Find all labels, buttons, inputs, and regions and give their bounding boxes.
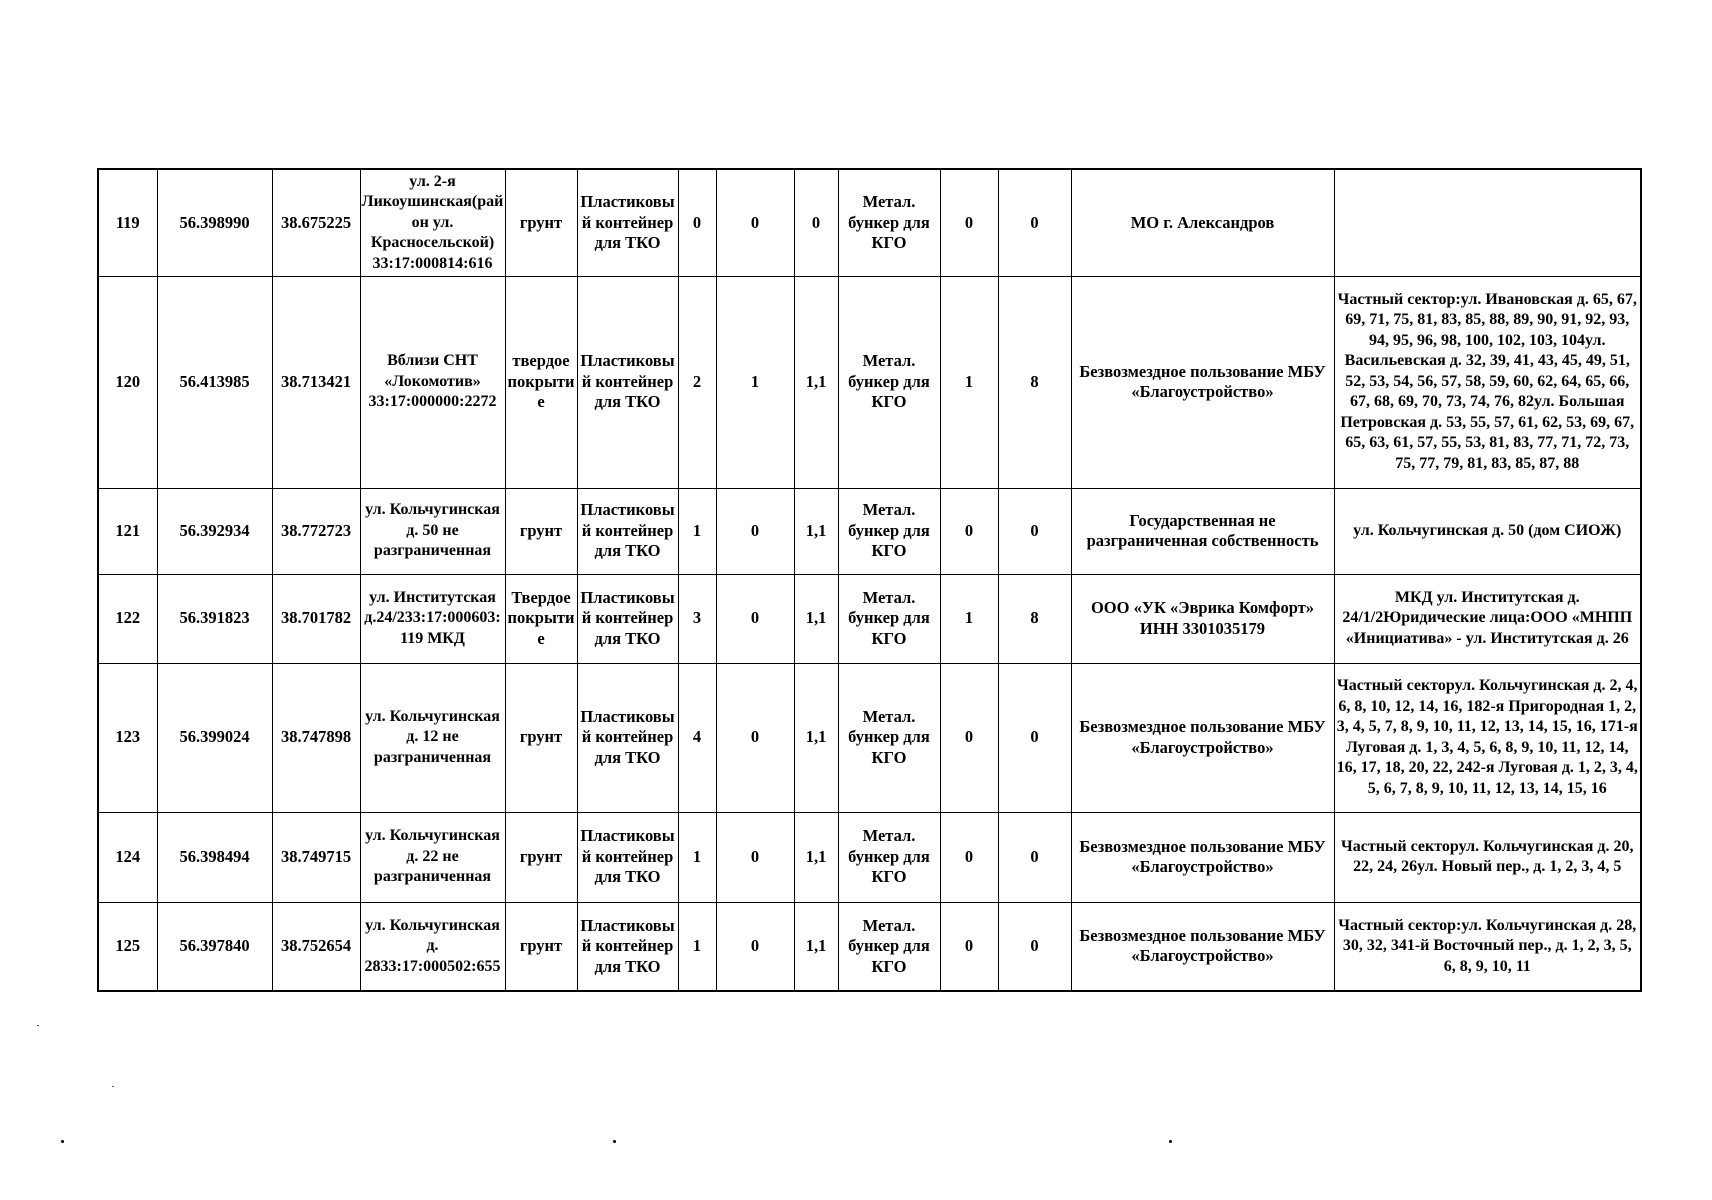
owner-cell: Безвозмездное пользование МБУ «Благоустройство» <box>1071 663 1334 812</box>
container-planned-cell: 0 <box>716 169 794 276</box>
latitude-cell: 56.399024 <box>157 663 272 812</box>
bunker-qty-cell: 1 <box>940 276 998 488</box>
owner-cell: Государственная не разграниченная собственность <box>1071 488 1334 574</box>
container-volume-cell: 1,1 <box>794 276 838 488</box>
surface-cell: грунт <box>505 902 577 991</box>
bunker-qty-cell: 0 <box>940 902 998 991</box>
bunker-qty-cell: 1 <box>940 574 998 663</box>
owner-cell: Безвозмездное пользование МБУ «Благоустройство» <box>1071 902 1334 991</box>
scan-dot <box>61 1140 64 1143</box>
longitude-cell: 38.749715 <box>272 812 360 902</box>
served-objects-cell: Частный сектор:ул. Ивановская д. 65, 67, 69, 71, 75, 81, 83, 85, 88, 89, 90, 91, 92, 93, 94, 95, 96, 98, 100, 102, 103, 104ул. Васильевская д. 32, 39, 41, 43, 45, 49, 51, 52, 53, 54, 56, 57, 58, 59, 60, 62, 64, 65, 66, 67, 68, 69, 70, 73, 74, 76, 82ул. Большая Петровская д. 53, 55, 57, 61, 62, 53, 69, 67, 65, 63, 61, 57, 55, 53, 81, 83, 77, 71, 72, 73, 75, 77, 79, 81, 83, 85, 87, 88 <box>1334 276 1641 488</box>
scan-dot <box>613 1140 616 1143</box>
surface-cell: грунт <box>505 169 577 276</box>
row-number: 120 <box>98 276 157 488</box>
longitude-cell: 38.713421 <box>272 276 360 488</box>
bunker-qty-cell: 0 <box>940 169 998 276</box>
container-volume-cell: 1,1 <box>794 812 838 902</box>
bunker-volume-cell: 0 <box>998 488 1071 574</box>
row-number: 125 <box>98 902 157 991</box>
container-type-cell: Пластиковый контейнер для ТКО <box>577 574 678 663</box>
row-number: 119 <box>98 169 157 276</box>
latitude-cell: 56.392934 <box>157 488 272 574</box>
bunker-type-cell: Метал. бункер для КГО <box>838 276 940 488</box>
latitude-cell: 56.398990 <box>157 169 272 276</box>
owner-cell: МО г. Александров <box>1071 169 1334 276</box>
container-planned-cell: 0 <box>716 574 794 663</box>
container-qty-cell: 1 <box>678 812 716 902</box>
served-objects-cell: МКД ул. Институтская д. 24/1/2Юридические лица:ООО «МНПП «Инициатива» - ул. Институтская д. 26 <box>1334 574 1641 663</box>
row-number: 124 <box>98 812 157 902</box>
latitude-cell: 56.413985 <box>157 276 272 488</box>
bunker-volume-cell: 8 <box>998 574 1071 663</box>
container-qty-cell: 3 <box>678 574 716 663</box>
bunker-type-cell: Метал. бункер для КГО <box>838 902 940 991</box>
container-qty-cell: 4 <box>678 663 716 812</box>
container-type-cell: Пластиковый контейнер для ТКО <box>577 276 678 488</box>
table-row <box>98 574 1641 663</box>
address-cell: ул. Кольчугинская д. 22 не разграниченная <box>360 812 505 902</box>
container-planned-cell: 1 <box>716 276 794 488</box>
bunker-volume-cell: 0 <box>998 902 1071 991</box>
row-number: 121 <box>98 488 157 574</box>
owner-cell: Безвозмездное пользование МБУ «Благоустройство» <box>1071 276 1334 488</box>
bunker-qty-cell: 0 <box>940 488 998 574</box>
container-volume-cell: 0 <box>794 169 838 276</box>
bunker-volume-cell: 0 <box>998 812 1071 902</box>
bunker-volume-cell: 8 <box>998 276 1071 488</box>
scan-speck <box>37 1025 39 1026</box>
longitude-cell: 38.701782 <box>272 574 360 663</box>
bunker-type-cell: Метал. бункер для КГО <box>838 663 940 812</box>
container-qty-cell: 0 <box>678 169 716 276</box>
address-cell: ул. Институтская д.24/233:17:000603:119 МКД <box>360 574 505 663</box>
latitude-cell: 56.391823 <box>157 574 272 663</box>
bunker-type-cell: Метал. бункер для КГО <box>838 574 940 663</box>
table-row <box>98 488 1641 574</box>
address-cell: ул. Кольчугинская д. 2833:17:000502:655 <box>360 902 505 991</box>
longitude-cell: 38.752654 <box>272 902 360 991</box>
longitude-cell: 38.772723 <box>272 488 360 574</box>
bunker-type-cell: Метал. бункер для КГО <box>838 169 940 276</box>
served-objects-cell <box>1334 169 1641 276</box>
scan-speck <box>112 1086 114 1087</box>
longitude-cell: 38.675225 <box>272 169 360 276</box>
address-cell: Вблизи СНТ «Локомотив» 33:17:000000:2272 <box>360 276 505 488</box>
container-type-cell: Пластиковый контейнер для ТКО <box>577 902 678 991</box>
table-row <box>98 812 1641 902</box>
row-number: 123 <box>98 663 157 812</box>
table-row <box>98 902 1641 991</box>
container-type-cell: Пластиковый контейнер для ТКО <box>577 488 678 574</box>
surface-cell: грунт <box>505 812 577 902</box>
surface-cell: Твердое покрытие <box>505 574 577 663</box>
container-volume-cell: 1,1 <box>794 663 838 812</box>
container-volume-cell: 1,1 <box>794 574 838 663</box>
surface-cell: грунт <box>505 488 577 574</box>
table-body <box>98 169 1641 991</box>
container-planned-cell: 0 <box>716 663 794 812</box>
container-type-cell: Пластиковый контейнер для ТКО <box>577 812 678 902</box>
table-row <box>98 169 1641 276</box>
container-qty-cell: 2 <box>678 276 716 488</box>
served-objects-cell: Частный сектор:ул. Кольчугинская д. 28, 30, 32, 341-й Восточный пер., д. 1, 2, 3, 5, 6, 8, 9, 10, 11 <box>1334 902 1641 991</box>
container-planned-cell: 0 <box>716 812 794 902</box>
latitude-cell: 56.397840 <box>157 902 272 991</box>
container-volume-cell: 1,1 <box>794 902 838 991</box>
served-objects-cell: ул. Кольчугинская д. 50 (дом СИОЖ) <box>1334 488 1641 574</box>
table-row <box>98 276 1641 488</box>
container-type-cell: Пластиковый контейнер для ТКО <box>577 663 678 812</box>
bunker-qty-cell: 0 <box>940 663 998 812</box>
bunker-type-cell: Метал. бункер для КГО <box>838 488 940 574</box>
served-objects-cell: Частный секторул. Кольчугинская д. 20, 22, 24, 26ул. Новый пер., д. 1, 2, 3, 4, 5 <box>1334 812 1641 902</box>
scan-dot <box>1169 1140 1172 1143</box>
surface-cell: твердое покрытие <box>505 276 577 488</box>
owner-cell: Безвозмездное пользование МБУ «Благоустройство» <box>1071 812 1334 902</box>
container-type-cell: Пластиковый контейнер для ТКО <box>577 169 678 276</box>
latitude-cell: 56.398494 <box>157 812 272 902</box>
container-planned-cell: 0 <box>716 902 794 991</box>
address-cell: ул. Кольчугинская д. 12 не разграниченная <box>360 663 505 812</box>
bunker-volume-cell: 0 <box>998 169 1071 276</box>
container-planned-cell: 0 <box>716 488 794 574</box>
container-volume-cell: 1,1 <box>794 488 838 574</box>
owner-cell: ООО «УК «Эврика Комфорт» ИНН 3301035179 <box>1071 574 1334 663</box>
bunker-type-cell: Метал. бункер для КГО <box>838 812 940 902</box>
address-cell: ул. 2-я Ликоушинская(район ул. Красносельской) 33:17:000814:616 <box>360 169 505 276</box>
served-objects-cell: Частный секторул. Кольчугинская д. 2, 4, 6, 8, 10, 12, 14, 16, 182-я Пригородная 1, 2, 3, 4, 5, 7, 8, 9, 10, 11, 12, 13, 14, 15, 16, 171-я Луговая д. 1, 3, 4, 5, 6, 8, 9, 10, 11, 12, 14, 16, 17, 18, 20, 22, 242-я Луговая д. 1, 2, 3, 4, 5, 6, 7, 8, 9, 10, 11, 12, 13, 14, 15, 16 <box>1334 663 1641 812</box>
table-row <box>98 663 1641 812</box>
longitude-cell: 38.747898 <box>272 663 360 812</box>
waste-sites-table <box>97 168 1642 992</box>
container-qty-cell: 1 <box>678 488 716 574</box>
surface-cell: грунт <box>505 663 577 812</box>
address-cell: ул. Кольчугинская д. 50 не разграниченная <box>360 488 505 574</box>
container-qty-cell: 1 <box>678 902 716 991</box>
bunker-qty-cell: 0 <box>940 812 998 902</box>
row-number: 122 <box>98 574 157 663</box>
bunker-volume-cell: 0 <box>998 663 1071 812</box>
